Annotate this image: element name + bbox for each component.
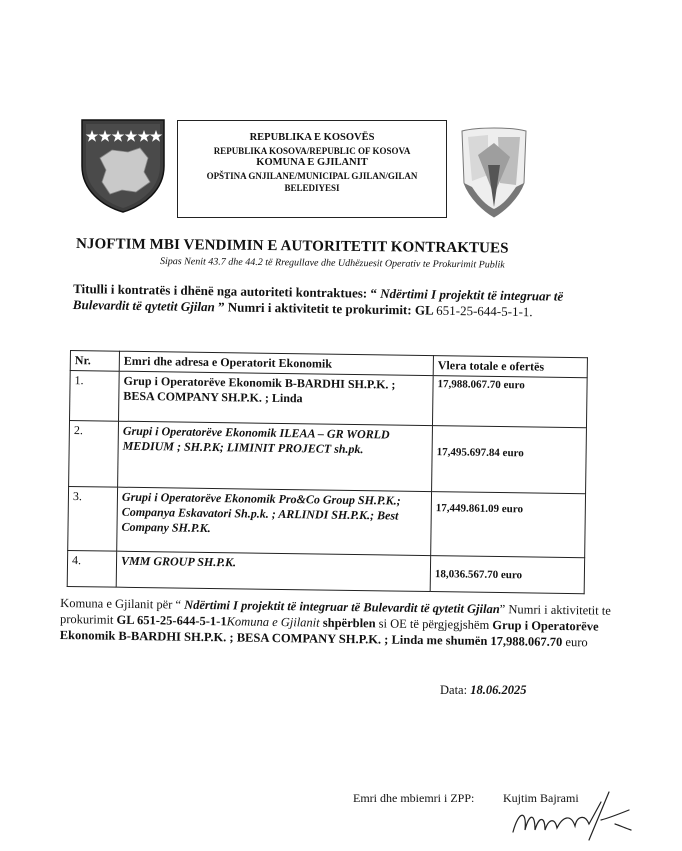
table-row [70, 371, 588, 428]
award-text: ” Numri i aktivitetit te prokurimit [59, 602, 611, 627]
row-value: 17,988.067.70 euro [432, 376, 587, 428]
row-operator: Grupi i Operatorëve Ekonomik Pro&Co Group SH.P.K.; Companya Eskavatori Sh.p.k. ; ARLINDI SH.P.K.; Best Company SH.P.K. [117, 487, 432, 555]
row-nr: 2. [69, 421, 119, 488]
row-nr: 3. [68, 486, 118, 551]
award-contract-title: Ndërtimi I projektit të integruar të Bulevardit të qytetit Gjilan [180, 597, 500, 617]
award-authority: Komuna e Gjilanit [226, 614, 320, 630]
header-municipality: KOMUNA E GJILANIT [256, 157, 368, 168]
award-winner: Grup i Operatorëve Ekonomik B-BARDHI SH.P.K. ; BESA COMPANY SH.P.K. ; Linda me shumën 17,988.067.70 [59, 618, 599, 650]
institution-header-box [177, 120, 447, 218]
header-operator: Emri dhe adresa e Operatorit Ekonomik [119, 351, 433, 375]
signatory-name: Kujtim Bajrami [503, 791, 579, 805]
award-procurement-number: GL 651-25-644-5-1-1 [116, 612, 227, 629]
kosovo-coat-of-arms [78, 118, 168, 214]
gjilan-municipality-emblem [458, 125, 530, 220]
header-nr: Nr. [70, 351, 119, 372]
handwritten-signature [505, 780, 635, 846]
row-operator: Grup i Operatorëve Ekonomik B-BARDHI SH.P.K. ; BESA COMPANY SH.P.K. ; Linda [119, 371, 434, 425]
row-value: 17,495.697.84 euro [432, 426, 587, 494]
notice-subtitle: Sipas Nenit 43.7 dhe 44.2 të Rregullave dhe Udhëzuesit Operativ te Prokurimit Publik [159, 256, 505, 271]
award-text: Komuna e Gjilanit për “ [60, 596, 182, 612]
table-row [69, 421, 587, 494]
date-value: 18.06.2025 [470, 683, 527, 697]
row-value: 17,449.861.09 euro [431, 492, 586, 558]
notice-date [440, 683, 526, 698]
award-text: si OE të përgjegjshëm [375, 616, 493, 633]
intro-contract-title: Ndërtimi I projektit të integruar të Bulevardit të qytetit Gjilan [72, 285, 564, 315]
row-nr: 1. [70, 371, 120, 422]
row-nr: 4. [67, 550, 116, 587]
offers-table [67, 350, 588, 594]
table-row [67, 550, 584, 593]
header-republic-translations: REPUBLIKA KOSOVA/REPUBLIC OF KOSOVA [213, 145, 411, 156]
notice-title: NJOFTIM MBI VENDIMIN E AUTORITETIT KONTRAKTUES [75, 236, 509, 257]
table-row [68, 486, 586, 557]
intro-middle: ” Numri i aktivitetit te prokurimit: GL [217, 299, 437, 318]
award-currency: euro [562, 635, 588, 650]
row-value: 18,036.567.70 euro [430, 556, 584, 594]
award-paragraph [60, 595, 621, 651]
header-value: Vlera totale e ofertës [433, 356, 587, 378]
header-municipality-translations: OPŠTINA GNJILANE/MUNICIPAL GJILAN/GILAN [206, 170, 418, 181]
header-turkish: BELEDIYESI [284, 183, 340, 193]
row-operator: Grupi i Operatorëve Ekonomik ILEAA – GR WORLD MEDIUM ; SH.P.K; LIMINIT PROJECT sh.pk. [118, 421, 433, 491]
award-verb: shpërblen [319, 615, 376, 631]
intro-procurement-number: 651-25-644-5-1-1. [436, 302, 533, 320]
intro-prefix: Titulli i kontratës i dhënë nga autoriteti kontraktues: “ [73, 281, 378, 301]
contract-intro [73, 281, 613, 321]
signatory-label: Emri dhe mbiemri i ZPP: [353, 791, 475, 805]
header-republic: REPUBLIKA E KOSOVËS [249, 132, 375, 143]
date-label: Data: [440, 683, 471, 697]
row-operator: VMM GROUP SH.P.K. [116, 551, 430, 591]
